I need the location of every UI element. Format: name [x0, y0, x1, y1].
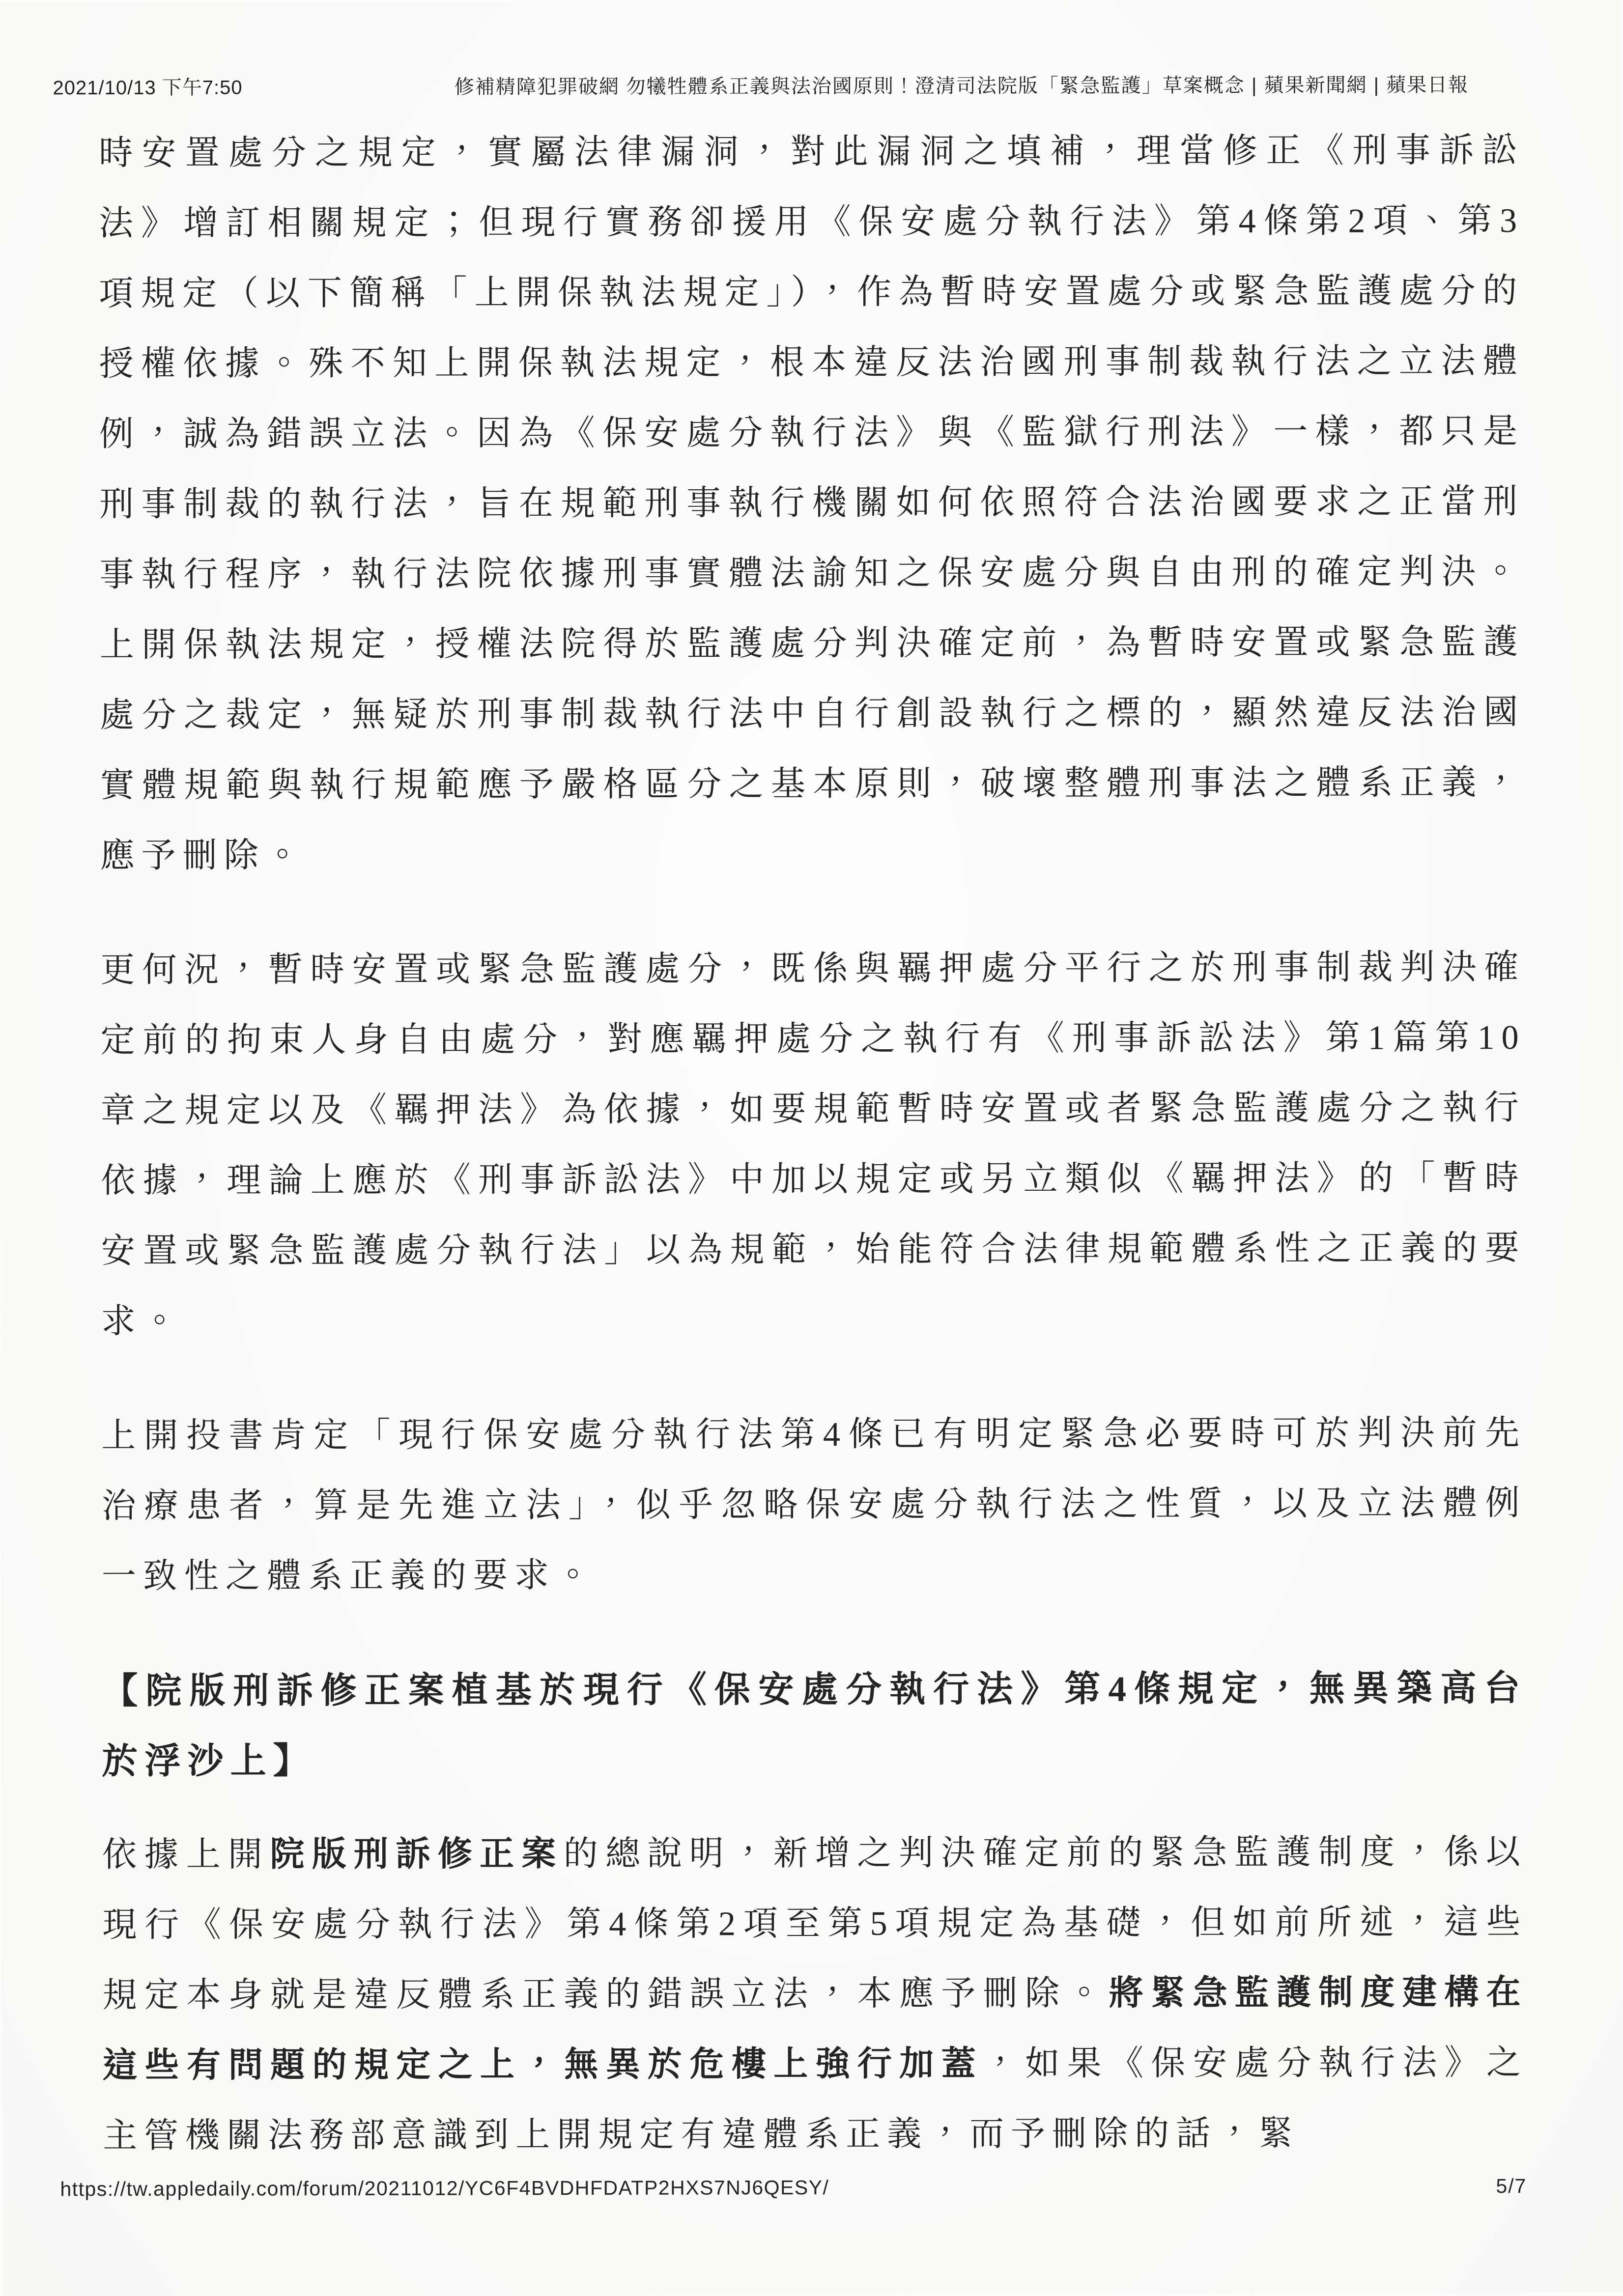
article-body [99, 115, 1528, 2215]
text-segment: 【院版刑訴修正案植基於現行《保安處分執行法》第4條規定，無異築高台於浮沙上】 [102, 1668, 1527, 1782]
text-segment: 將緊急監護制度建構在這些有問題的規定之上，無異於危樓上強行加蓋 [102, 1973, 1528, 2085]
text-segment: 上開投書肯定「現行保安處分執行法第4條已有明定緊急必要時可於判決前先治療患者，算是先進立法」，似乎忽略保安處分執行法之性質，以及立法體例一致性之體系正義的要求。 [101, 1414, 1527, 1596]
paragraph [99, 115, 1525, 891]
text-segment: 時安置處分之規定，實屬法律漏洞，對此漏洞之填補，理當修正《刑事訴訟法》增訂相關規定；但現行實務卻援用《保安處分執行法》第4條第2項、第3項規定（以下簡稱「上開保執法規定」），作為暫時安置處分或緊急監護處分的授權依據。殊不知上開保執法規定，根本違反法治國刑事制裁執行法之立法體例，誠為錯誤立法。因為《保安處分執行法》與《監獄行刑法》一樣，都只是刑事制裁的執行法，旨在規範刑事執行機關如何依照符合法治國要求之正當刑事執行程序，執行法院依據刑事實體法諭知之保安處分與自由刑的確定判決。上開保執法規定，授權法院得於監護處分判決確定前，為暫時安置或緊急監護處分之裁定，無疑於刑事制裁執行法中自行創設執行之標的，顯然違反法治國實體規範與執行規範應予嚴格區分之基本原則，破壞整體刑事法之體系正義，應予刪除。 [98, 131, 1525, 875]
paragraph [102, 1817, 1528, 2171]
text-segment: 依據上開 [102, 1836, 270, 1875]
text-segment: 更何況，暫時安置或緊急監護處分，既係與羈押處分平行之於刑事制裁判決確定前的拘束人身自由處分，對應羈押處分之執行有《刑事訴訟法》第1篇第10章之規定以及《羈押法》為依據，如要規範暫時安置或者緊急監護處分之執行依據，理論上應於《刑事訴訟法》中加以規定或另立類似《羈押法》的「暫時安置或緊急監護處分執行法」以為規範，始能符合法律規範體系性之正義的要求。 [100, 948, 1526, 1341]
print-timestamp: 2021/10/13 下午7:50 [53, 77, 243, 99]
text-segment: ，如果《保安處分執行法》之主管機關法務部意識到上開規定有違體系正義，而予刪除的話，緊 [103, 2044, 1528, 2156]
print-footer [60, 2175, 1527, 2201]
text-segment: 院版刑訴修正案 [270, 1835, 564, 1874]
source-url: https://tw.appledaily.com/forum/20211012/YC6F4BVDHFDATP2HXS7NJ6QESY/ [60, 2176, 829, 2201]
page-number: 5/7 [1496, 2174, 1527, 2198]
text-segment: 的總說明，新增之判決確定前的緊急監護制度，係以現行《保安處分執行法》第4條第2項至第5項規定為基礎，但如前所述，這些規定本身就是違反體系正義的錯誤立法，本應予刪除。 [102, 1833, 1528, 2015]
paragraph [100, 932, 1526, 1357]
paragraph [101, 1398, 1527, 1612]
section-heading [102, 1653, 1527, 1796]
document-title: 修補精障犯罪破網 勿犧牲體系正義與法治國原則！澄清司法院版「緊急監護」草案概念 | 蘋果新聞網 | 蘋果日報 [454, 74, 1469, 98]
print-header [53, 72, 1566, 101]
